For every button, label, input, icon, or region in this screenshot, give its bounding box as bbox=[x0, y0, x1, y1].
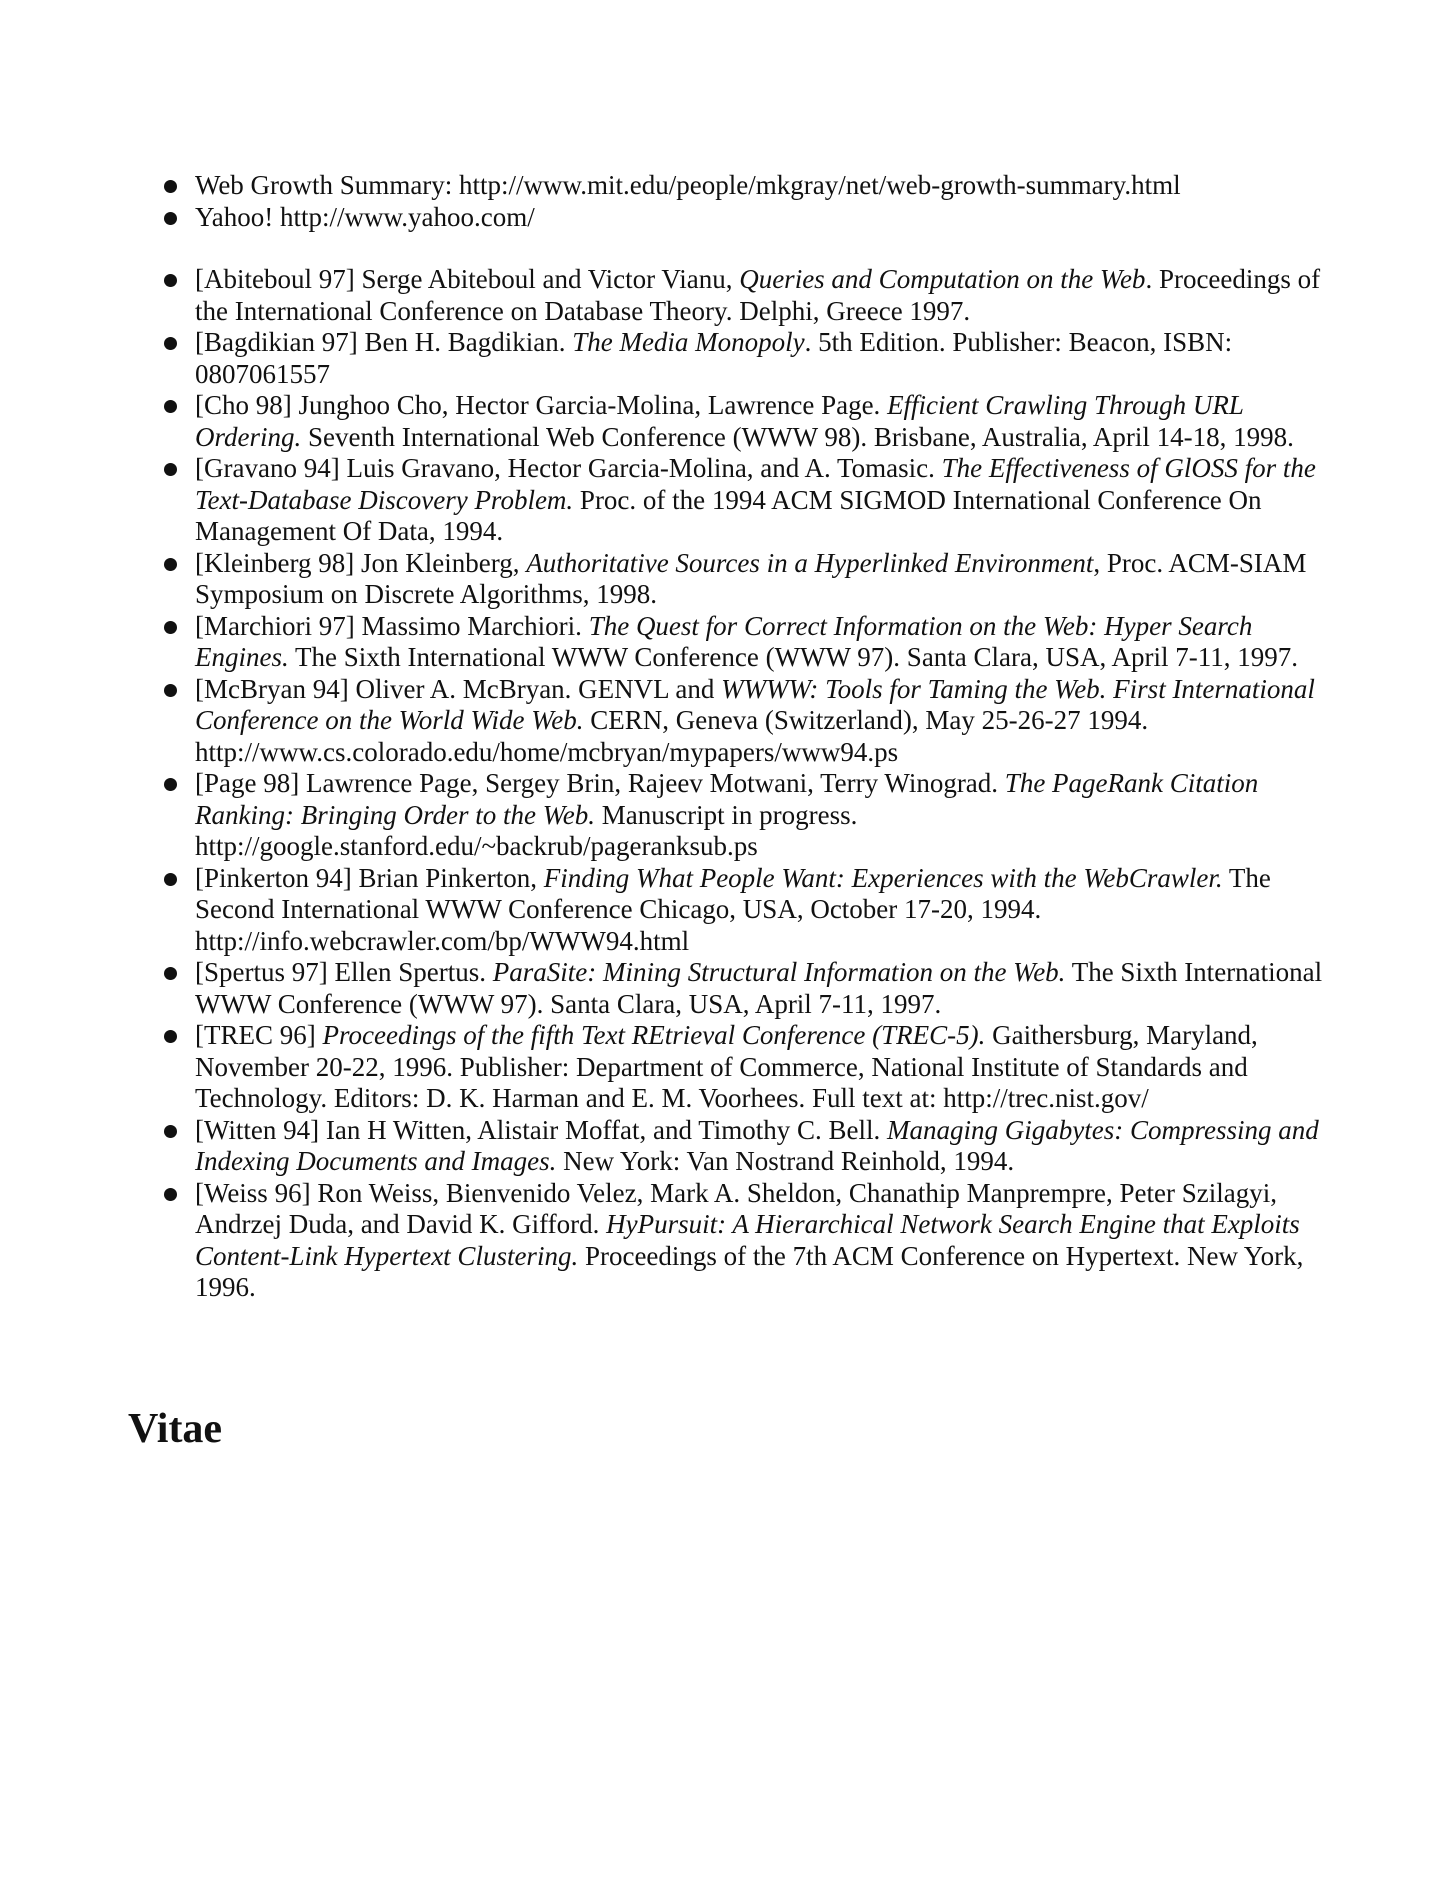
reference-text: New York: Van Nostrand Reinhold, 1994. bbox=[556, 1146, 1015, 1176]
reference-item bbox=[162, 453, 1342, 548]
reference-label: [TREC 96] bbox=[195, 1020, 316, 1050]
reference-label: [McBryan 94] bbox=[195, 673, 349, 704]
reference-title: Managing Gigabytes: Compressing and Indexing Documents and Images. bbox=[195, 1114, 1319, 1176]
bullet-icon bbox=[164, 1030, 177, 1043]
bullet-icon bbox=[164, 621, 177, 634]
bullet-icon bbox=[164, 180, 177, 193]
reference-text: Massimo Marchiori. bbox=[354, 610, 589, 641]
reference-text: Proceedings of the 7th ACM Conference on Hypertext. New York, 1996. bbox=[195, 1240, 1304, 1302]
reference-text: Ben H. Bagdikian. bbox=[357, 327, 573, 357]
reference-item bbox=[162, 264, 1342, 327]
reference-text: Oliver A. McBryan. GENVL and bbox=[348, 673, 722, 704]
reference-item bbox=[162, 327, 1342, 390]
reference-text: . 5th Edition. Publisher: Beacon, ISBN: 0807061557 bbox=[195, 327, 1233, 389]
link-entry-text: Yahoo! http://www.yahoo.com/ bbox=[195, 201, 535, 232]
reference-item bbox=[162, 548, 1342, 611]
reference-item bbox=[162, 957, 1342, 1020]
reference-item bbox=[162, 768, 1342, 863]
reference-item bbox=[162, 1178, 1342, 1304]
reference-title: ParaSite: Mining Structural Information on the Web. bbox=[492, 957, 1066, 987]
reference-text: Serge Abiteboul and Victor Vianu, bbox=[354, 264, 740, 294]
bullet-icon bbox=[164, 873, 177, 886]
reference-title: The Quest for Correct Information on the Web: Hyper Search Engines. bbox=[195, 610, 1253, 672]
reference-label: [Page 98] bbox=[195, 768, 300, 798]
reference-title: WWWW: Tools for Taming the Web. First International Conference on the World Wide Web. bbox=[195, 673, 1315, 735]
bullet-icon bbox=[164, 212, 177, 225]
reference-text: Gaithersburg, Maryland, November 20-22, 1996. Publisher: Department of Commerce, National Institute of Standards and Technology. Editors: D. K. Harman and E. M. Voorhees. Full text at: http://trec.nist.gov/ bbox=[195, 1020, 1258, 1113]
list-item bbox=[162, 170, 1342, 202]
reference-item bbox=[162, 1115, 1342, 1178]
reference-label: [Cho 98] bbox=[195, 390, 292, 420]
reference-item bbox=[162, 611, 1342, 674]
reference-text: Jon Kleinberg, bbox=[354, 547, 527, 578]
reference-label: [Bagdikian 97] bbox=[195, 327, 358, 357]
reference-label: [Gravano 94] bbox=[195, 453, 340, 483]
reference-title: Finding What People Want: Experiences with the WebCrawler. bbox=[543, 862, 1223, 893]
bullet-icon bbox=[164, 463, 177, 476]
reference-text: The Sixth International WWW Conference (WWW 97). Santa Clara, USA, April 7-11, 1997. bbox=[288, 642, 1299, 672]
reference-title: Queries and Computation on the Web bbox=[739, 264, 1146, 294]
reference-label: [Spertus 97] bbox=[195, 957, 328, 987]
reference-title: The Effectiveness of GlOSS for the Text-Database Discovery Problem. bbox=[195, 453, 1316, 515]
reference-title: Proceedings of the fifth Text REtrieval Conference (TREC-5). bbox=[322, 1020, 986, 1050]
reference-title: HyPursuit: A Hierarchical Network Search Engine that Exploits Content-Link Hypertext Clustering. bbox=[195, 1209, 1300, 1271]
bullet-icon bbox=[164, 337, 177, 350]
reference-item bbox=[162, 863, 1342, 958]
list-item bbox=[162, 202, 1342, 234]
section-heading-vitae: Vitae bbox=[128, 1406, 223, 1452]
reference-text: Junghoo Cho, Hector Garcia-Molina, Lawrence Page. bbox=[291, 390, 888, 420]
reference-text: , Proc. ACM-SIAM Symposium on Discrete Algorithms, 1998. bbox=[195, 547, 1307, 609]
bullet-icon bbox=[164, 1125, 177, 1138]
bullet-icon bbox=[164, 400, 177, 413]
reference-label: [Witten 94] bbox=[195, 1114, 320, 1145]
reference-label: [Pinkerton 94] bbox=[195, 862, 352, 893]
reference-text: Brian Pinkerton, bbox=[351, 862, 544, 893]
bullet-icon bbox=[164, 558, 177, 571]
bullet-icon bbox=[164, 274, 177, 287]
reference-item bbox=[162, 1020, 1342, 1115]
reference-title: The PageRank Citation Ranking: Bringing Order to the Web. bbox=[195, 768, 1259, 830]
link-entry-text: Web Growth Summary: http://www.mit.edu/people/mkgray/net/web-growth-summary.html bbox=[195, 170, 1181, 200]
reference-title: Efficient Crawling Through URL Ordering. bbox=[195, 390, 1244, 452]
reference-text: Manuscript in progress. http://google.stanford.edu/~backrub/pageranksub.ps bbox=[195, 799, 858, 861]
reference-text: CERN, Geneva (Switzerland), May 25-26-27 1994. http://www.cs.colorado.edu/home/mcbryan/mypapers/www94.ps bbox=[195, 705, 1149, 767]
reference-text: Luis Gravano, Hector Garcia-Molina, and A. Tomasic. bbox=[339, 453, 942, 483]
reference-label: [Abiteboul 97] bbox=[195, 264, 355, 294]
reference-item bbox=[162, 674, 1342, 769]
reference-text: Seventh International Web Conference (WWW 98). Brisbane, Australia, April 14-18, 1998. bbox=[301, 421, 1294, 452]
reference-text: Ron Weiss, Bienvenido Velez, Mark A. Sheldon, Chanathip Manprempre, Peter Szilagyi, Andrzej Duda, and David K. Gifford. bbox=[195, 1177, 1277, 1239]
reference-title: Authoritative Sources in a Hyperlinked Environment bbox=[526, 547, 1094, 578]
bullet-icon bbox=[164, 778, 177, 791]
references-list bbox=[162, 264, 1342, 1304]
reference-label: [Marchiori 97] bbox=[195, 610, 355, 641]
reference-text: Ellen Spertus. bbox=[327, 957, 493, 987]
reference-text: . Proceedings of the International Conference on Database Theory. Delphi, Greece 1997. bbox=[195, 264, 1321, 326]
bullet-icon bbox=[164, 1188, 177, 1201]
bullet-icon bbox=[164, 684, 177, 697]
reference-text: Lawrence Page, Sergey Brin, Rajeev Motwani, Terry Winograd. bbox=[299, 768, 1005, 798]
reference-title: The Media Monopoly bbox=[572, 327, 805, 357]
reference-text bbox=[316, 1020, 323, 1050]
reference-item bbox=[162, 390, 1342, 453]
reference-text: The Second International WWW Conference Chicago, USA, October 17-20, 1994. http://info.webcrawler.com/bp/WWW94.html bbox=[195, 862, 1271, 956]
reference-label: [Kleinberg 98] bbox=[195, 547, 355, 578]
bullet-icon bbox=[164, 967, 177, 980]
reference-text: Proc. of the 1994 ACM SIGMOD International Conference On Management Of Data, 1994. bbox=[195, 484, 1262, 546]
reference-label: [Weiss 96] bbox=[195, 1177, 311, 1208]
reference-text: The Sixth International WWW Conference (WWW 97). Santa Clara, USA, April 7-11, 1997. bbox=[195, 957, 1323, 1019]
web-links-list bbox=[162, 170, 1342, 233]
reference-text: Ian H Witten, Alistair Moffat, and Timothy C. Bell. bbox=[319, 1114, 888, 1145]
